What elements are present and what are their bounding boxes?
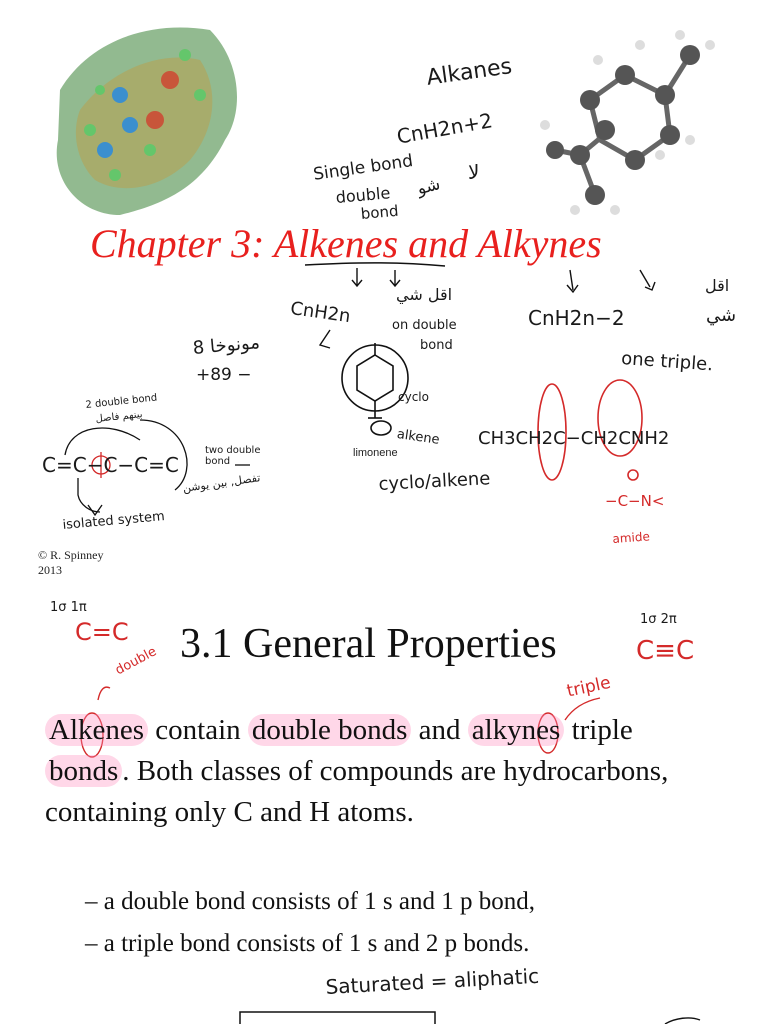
bullet-double-bond: – a double bond consists of 1 s and 1 p bond,	[85, 888, 535, 915]
annotation-one-triple: one triple.	[620, 348, 714, 376]
annotation-bond-2: bond	[420, 338, 453, 353]
annotation-cyclo: cyclo	[398, 390, 429, 404]
annotation-c-triple-c: C≡C	[636, 636, 695, 666]
molecule-right-image	[540, 30, 715, 215]
bullet-triple-bond: – a triple bond consists of 1 s and 2 p bonds.	[85, 930, 530, 957]
body-paragraph	[45, 710, 745, 833]
annotation-amide-structure: −C−N<	[605, 492, 665, 510]
annotation-arabic-left: 8 مونوخا	[192, 332, 261, 359]
copyright-line-1: © R. Spinney	[38, 548, 104, 562]
annotation-c-double-c: C=C	[75, 618, 129, 646]
annotation-plus89: +89 −	[196, 365, 252, 385]
annotation-triple-word: triple	[565, 672, 613, 702]
copyright-line-2: 2013	[38, 563, 62, 577]
highlight-alkynes: alkynes	[468, 714, 565, 746]
annotation-cyclo-alkene: cyclo/alkene	[378, 468, 491, 495]
limonene-structure	[342, 343, 408, 435]
annotation-amide: amide	[612, 529, 651, 546]
paragraph-text-4: . Both classes of compounds are hydrocarbons, containing only C and H atoms.	[45, 755, 669, 828]
annotation-double-word: double	[113, 644, 160, 679]
paragraph-text-2: and	[411, 714, 468, 746]
annotation-arabic-no: لا	[468, 160, 480, 184]
highlight-double-bonds: double bonds	[248, 714, 411, 746]
annotation-two-double-bond: 2 double bond	[85, 392, 158, 411]
paragraph-text-1: contain	[148, 714, 248, 746]
slide-title: Chapter 3: Alkenes and Alkynes	[90, 221, 602, 266]
annotation-cnh2n2: CnH2n+2	[395, 108, 495, 149]
section-heading: 3.1 General Properties	[180, 621, 557, 667]
annotation-isolated-system: isolated system	[62, 509, 166, 533]
annotation-two-double-bond-right: two double bond	[205, 445, 261, 467]
molecule-left-image	[57, 28, 237, 216]
annotation-sigma-pi-1: 1σ 1π	[50, 600, 87, 615]
bottom-right-curve	[665, 1018, 700, 1024]
copyright	[38, 548, 103, 578]
annotation-cnh2n-2: CnH2n−2	[528, 306, 625, 330]
annotation-alkene-small: alkene	[395, 427, 441, 448]
annotation-arabic-weaker: اقل شي	[396, 285, 453, 304]
bottom-box	[240, 1012, 435, 1024]
annotation-bond: bond	[360, 201, 400, 223]
highlight-alkenes: Alkenes	[45, 714, 148, 746]
annotation-saturated: Saturated = aliphatic	[325, 963, 540, 999]
annotation-double: double	[335, 183, 391, 207]
annotation-alkanes: Alkanes	[425, 54, 514, 91]
highlight-bonds: bonds	[45, 755, 122, 787]
annotation-formula: CH3CH2C−CH2CNH2	[478, 428, 670, 449]
annotation-cc-chain: C=C−C−C=C	[42, 453, 179, 477]
annotation-arabic-least: اقل	[705, 276, 730, 295]
paragraph-text-3: triple	[564, 714, 633, 746]
annotation-single-bond: Single bond	[312, 151, 415, 185]
annotation-sigma-pi-2: 1σ 2π	[640, 612, 677, 627]
limonene-label: limonene	[353, 447, 398, 459]
annotation-arabic-least-2: شي	[706, 305, 737, 326]
annotation-on-double: on double	[392, 318, 457, 333]
annotation-arabic-cut: تفصل, بين يوشن	[182, 471, 262, 495]
annotation-cnh2n: CnH2n	[289, 298, 352, 328]
annotation-arabic-apart: بينهم فاصل	[95, 409, 144, 425]
annotation-arabic-this: شو	[415, 174, 443, 200]
